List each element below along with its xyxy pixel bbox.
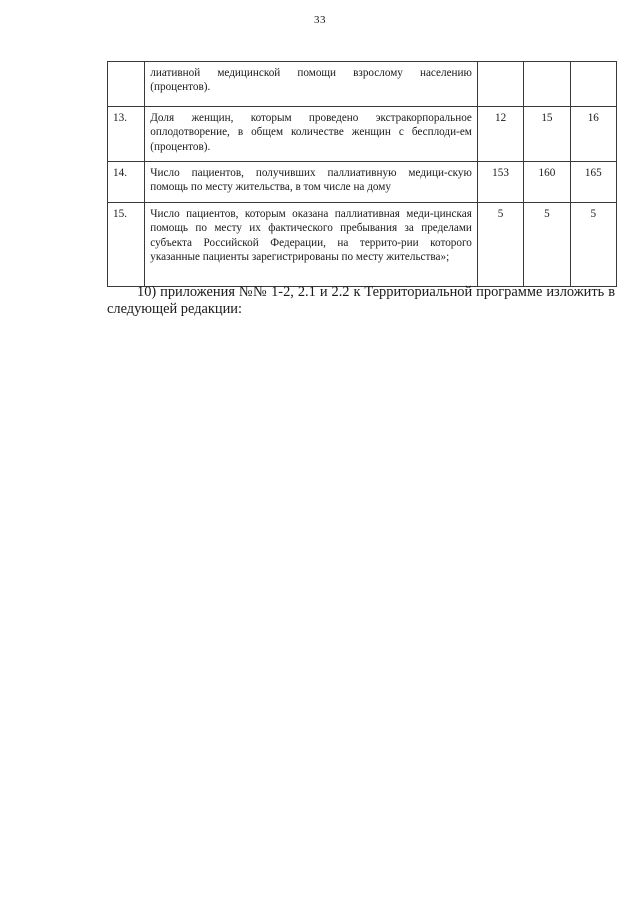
table-row [108,62,617,107]
value-cell-1: 153 [477,162,523,203]
value-cell-2: 15 [524,107,570,162]
row-number-cell: 14. [108,162,145,203]
indicator-name-cell: Число пациентов, которым оказана паллиативная меди-цинская помощь по месту их фактического пребывания за пределами субъекта Российской Федерации, на террито-рии которого указанные пациенты зарегистрированы по месту жительства»; [145,203,478,287]
row-number-cell [108,62,145,107]
value-cell-3: 16 [570,107,616,162]
table-row [108,203,617,287]
table-row [108,107,617,162]
indicator-name-cell: лиативной медицинской помощи взрослому населению (процентов). [145,62,478,107]
value-cell-1: 12 [477,107,523,162]
row-number-cell: 15. [108,203,145,287]
value-cell-1 [477,62,523,107]
value-cell-3: 165 [570,162,616,203]
value-cell-1: 5 [477,203,523,287]
value-cell-2: 160 [524,162,570,203]
indicator-name-cell: Доля женщин, которым проведено экстракорпоральное оплодотворение, в общем количестве женщин с бесплоди-ем (процентов). [145,107,478,162]
row-number-cell: 13. [108,107,145,162]
value-cell-2 [524,62,570,107]
indicators-table [107,61,617,287]
table-row [108,162,617,203]
page-number: 33 [314,14,326,26]
indicator-name-cell: Число пациентов, получивших паллиативную медици-скую помощь по месту жительства, в том числе на дому [145,162,478,203]
value-cell-3 [570,62,616,107]
closing-paragraph: 10) приложения №№ 1-2, 2.1 и 2.2 к Территориальной программе изложить в следующей редакции: [107,284,615,317]
value-cell-3: 5 [570,203,616,287]
value-cell-2: 5 [524,203,570,287]
